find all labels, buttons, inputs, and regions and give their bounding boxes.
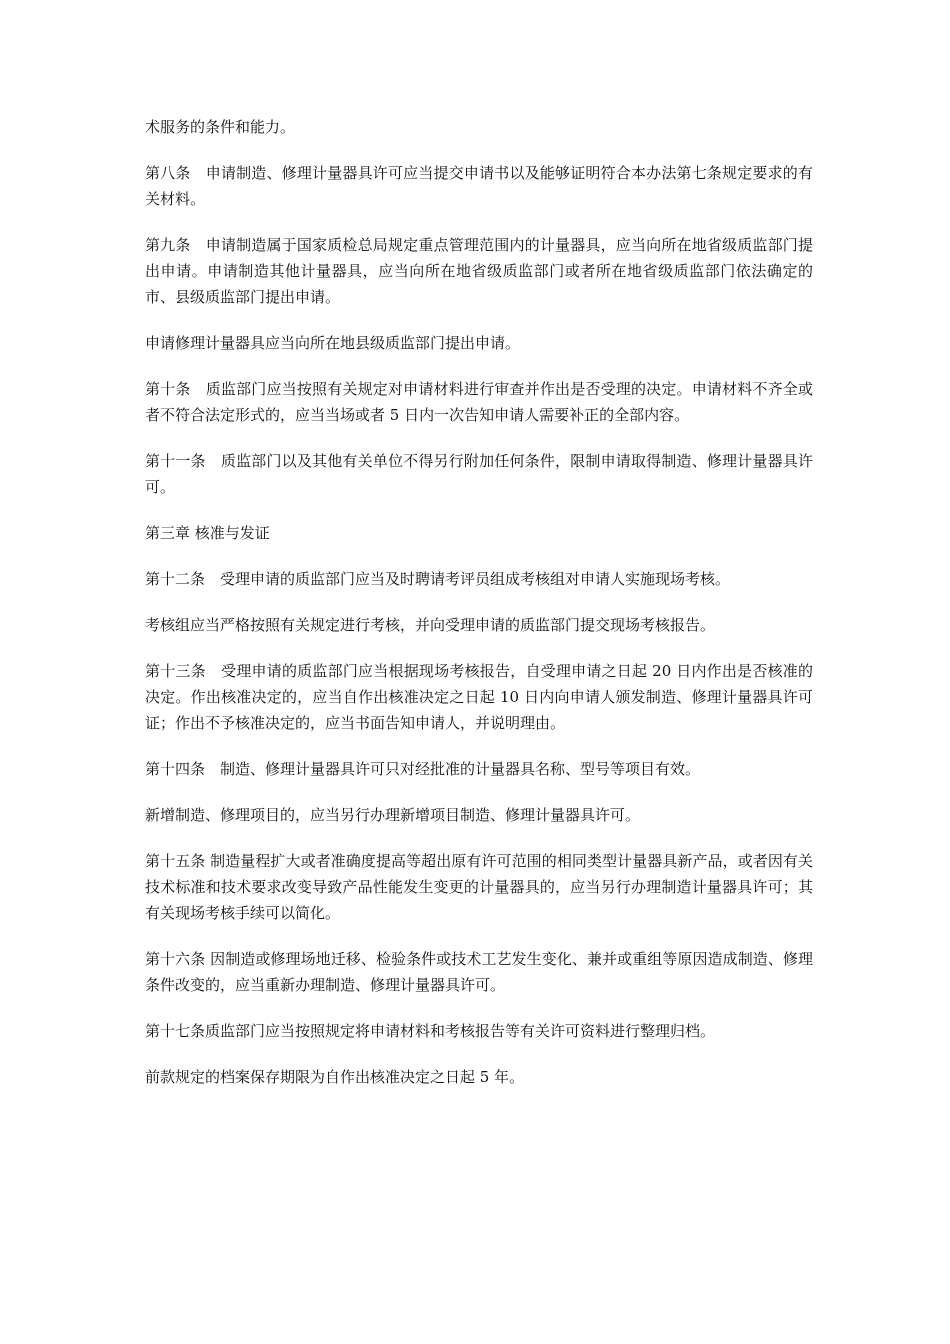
paragraph-article-17: 第十七条质监部门应当按照规定将申请材料和考核报告等有关许可资料进行整理归档。 bbox=[145, 1022, 716, 1040]
document-body bbox=[145, 114, 813, 1110]
chapter-heading-3: 第三章 核准与发证 bbox=[145, 524, 270, 542]
paragraph-article-12-assessment: 考核组应当严格按照有关规定进行考核，并向受理申请的质监部门提交现场考核报告。 bbox=[145, 616, 716, 634]
paragraph-article-9: 第九条 申请制造属于国家质检总局规定重点管理范围内的计量器具，应当向所在地省级质监部门提出申请。申请制造其他计量器具，应当向所在地省级质监部门或者所在地省级质监部门依法确定的市、县级质监部门提出申请。 bbox=[145, 236, 813, 306]
paragraph-article-13: 第十三条 受理申请的质监部门应当根据现场考核报告，自受理申请之日起 20 日内作出是否核准的决定。作出核准决定的，应当自作出核准决定之日起 10 日内向申请人颁发制造、修理计量器具许可证；作出不予核准决定的，应当书面告知申请人，并说明理由。 bbox=[145, 662, 813, 732]
paragraph-article-9-repair: 申请修理计量器具应当向所在地县级质监部门提出申请。 bbox=[145, 334, 521, 352]
paragraph-continuation: 术服务的条件和能力。 bbox=[145, 118, 296, 136]
paragraph-article-14-new-items: 新增制造、修理项目的，应当另行办理新增项目制造、修理计量器具许可。 bbox=[145, 806, 641, 824]
paragraph-article-8: 第八条 申请制造、修理计量器具许可应当提交申请书以及能够证明符合本办法第七条规定要求的有关材料。 bbox=[145, 164, 813, 208]
paragraph-article-12: 第十二条 受理申请的质监部门应当及时聘请考评员组成考核组对申请人实施现场考核。 bbox=[145, 570, 731, 588]
paragraph-article-17-archive: 前款规定的档案保存期限为自作出核准决定之日起 5 年。 bbox=[145, 1068, 525, 1086]
paragraph-article-15: 第十五条 制造量程扩大或者准确度提高等超出原有许可范围的相同类型计量器具新产品，或者因有关技术标准和技术要求改变导致产品性能发生变更的计量器具的，应当另行办理制造计量器具许可；其有关现场考核手续可以简化。 bbox=[145, 852, 813, 922]
paragraph-article-10: 第十条 质监部门应当按照有关规定对申请材料进行审查并作出是否受理的决定。申请材料不齐全或者不符合法定形式的，应当当场或者 5 日内一次告知申请人需要补正的全部内容。 bbox=[145, 380, 813, 424]
paragraph-article-11: 第十一条 质监部门以及其他有关单位不得另行附加任何条件，限制申请取得制造、修理计量器具许可。 bbox=[145, 452, 813, 496]
paragraph-article-16: 第十六条 因制造或修理场地迁移、检验条件或技术工艺发生变化、兼并或重组等原因造成制造、修理条件改变的，应当重新办理制造、修理计量器具许可。 bbox=[145, 950, 813, 994]
paragraph-article-14: 第十四条 制造、修理计量器具许可只对经批准的计量器具名称、型号等项目有效。 bbox=[145, 760, 701, 778]
